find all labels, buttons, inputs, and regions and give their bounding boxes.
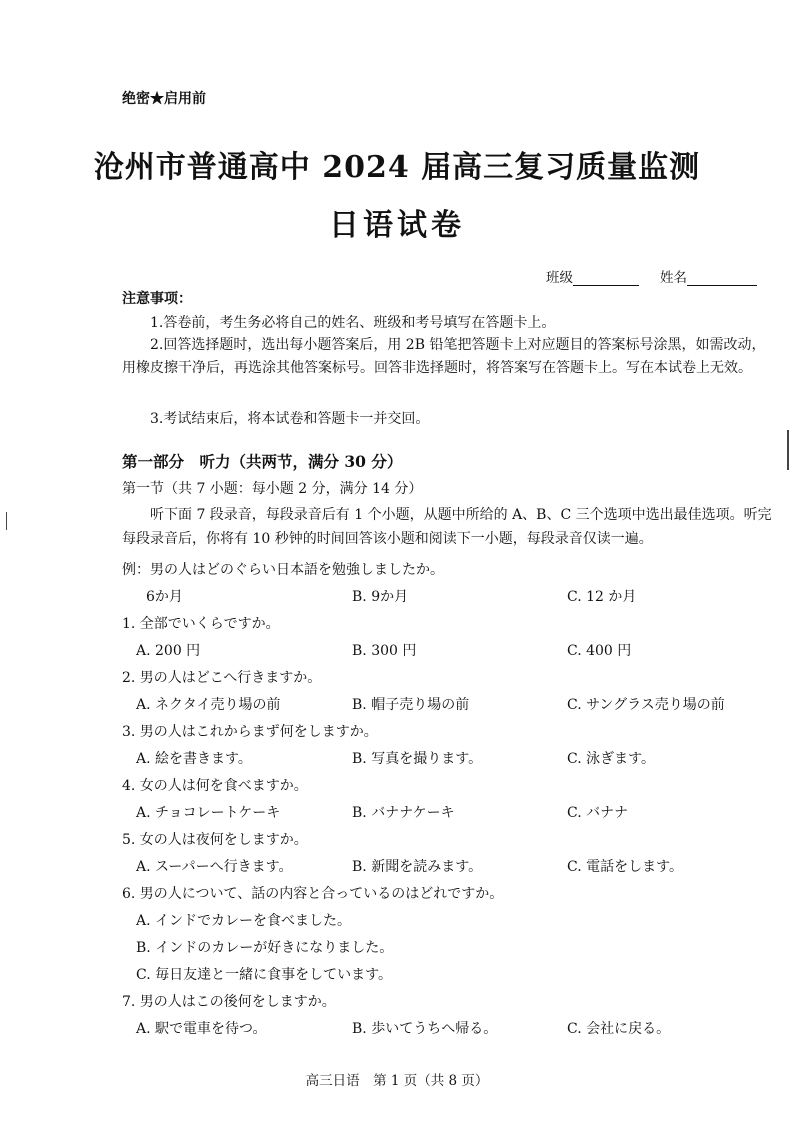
question-2: 2. 男の人はどこへ行きますか。 [122, 670, 322, 686]
notice-heading: 注意事项： [122, 291, 192, 307]
q4-option-c: C. バナナ [567, 805, 629, 821]
q3-option-c: C. 泳ぎます。 [567, 751, 655, 767]
q1-option-b: B. 300 円 [352, 643, 417, 659]
example-option-b: B. 9か月 [352, 589, 409, 605]
exam-subject: 日语试卷 [329, 208, 465, 243]
part1-heading: 第一部分 听力（共两节，满分 30 分） [122, 452, 403, 471]
q5-option-b: B. 新聞を読みます。 [352, 859, 483, 875]
q3-option-b: B. 写真を撮ります。 [352, 751, 483, 767]
name-label: 姓名 [660, 270, 687, 286]
example-option-a: 6か月 [146, 589, 183, 605]
q6-option-a: A. インドでカレーを食べました。 [136, 913, 352, 929]
q2-option-b: B. 帽子売り場の前 [352, 697, 470, 713]
page-footer: 高三日语 第 1 页（共 8 页） [305, 1073, 489, 1089]
listening-instructions: 听下面 7 段录音，每段录音后有 1 个小题，从题中所给的 A、B、C 三个选项中选出最佳选项。听完每段录音后，你将有 10 秒钟的时间回答该小题和阅读下一小题，每段录音仅读一遍。 [122, 507, 772, 547]
section1-heading: 第一节（共 7 小题：每小题 2 分，满分 14 分） [122, 481, 423, 497]
question-6: 6. 男の人について、話の内容と合っているのはどれですか。 [122, 886, 504, 902]
example-option-c: C. 12 か月 [567, 589, 637, 605]
confidential-mark: 绝密★启用前 [122, 91, 206, 107]
q2-option-a: A. ネクタイ売り場の前 [136, 697, 281, 713]
notice-item-2: 2.回答选择题时，选出每小题答案后，用 2B 铅笔把答题卡上对应题目的答案标号涂黑，如需改动，用橡皮擦干净后，再选涂其他答案标号。回答非选择题时，将答案写在答题卡上。写在本试卷上无效。 [122, 337, 766, 376]
notice-item-1: 1.答卷前，考生务必将自己的姓名、班级和考号填写在答题卡上。 [150, 315, 556, 331]
q5-option-c: C. 電話をします。 [567, 859, 683, 875]
scan-edge-mark [787, 430, 789, 470]
q6-option-b: B. インドのカレーが好きになりました。 [136, 940, 394, 956]
question-1: 1. 全部でいくらですか。 [122, 616, 280, 632]
name-field [660, 266, 757, 286]
q4-option-a: A. チョコレートケーキ [136, 805, 281, 821]
scan-edge-mark-left [6, 512, 7, 530]
class-label: 班级 [546, 270, 573, 286]
q7-option-c: C. 会社に戻る。 [567, 1021, 671, 1037]
class-field [546, 266, 639, 286]
q1-option-a: A. 200 円 [136, 643, 201, 659]
q3-option-a: A. 絵を書きます。 [136, 751, 252, 767]
q1-option-c: C. 400 円 [567, 643, 632, 659]
notice-item-3: 3.考试结束后，将本试卷和答题卡一并交回。 [150, 411, 430, 427]
q7-option-b: B. 歩いてうちへ帰る。 [352, 1021, 498, 1037]
q5-option-a: A. スーパーへ行きます。 [136, 859, 293, 875]
q6-option-c: C. 毎日友達と一緒に食事をしています。 [136, 967, 392, 983]
name-blank [687, 271, 757, 286]
example-question: 例：男の人はどのぐらい日本語を勉強しましたか。 [122, 562, 444, 578]
exam-title: 沧州市普通高中 2024 届高三复习质量监测 [93, 150, 701, 185]
q2-option-c: C. サングラス売り場の前 [567, 697, 725, 713]
question-3: 3. 男の人はこれからまず何をしますか。 [122, 724, 378, 740]
question-4: 4. 女の人は何を食べますか。 [122, 778, 308, 794]
question-5: 5. 女の人は夜何をしますか。 [122, 832, 308, 848]
q4-option-b: B. バナナケーキ [352, 805, 455, 821]
class-blank [573, 271, 639, 286]
q7-option-a: A. 駅で電車を待つ。 [136, 1021, 267, 1037]
question-7: 7. 男の人はこの後何をしますか。 [122, 994, 336, 1010]
